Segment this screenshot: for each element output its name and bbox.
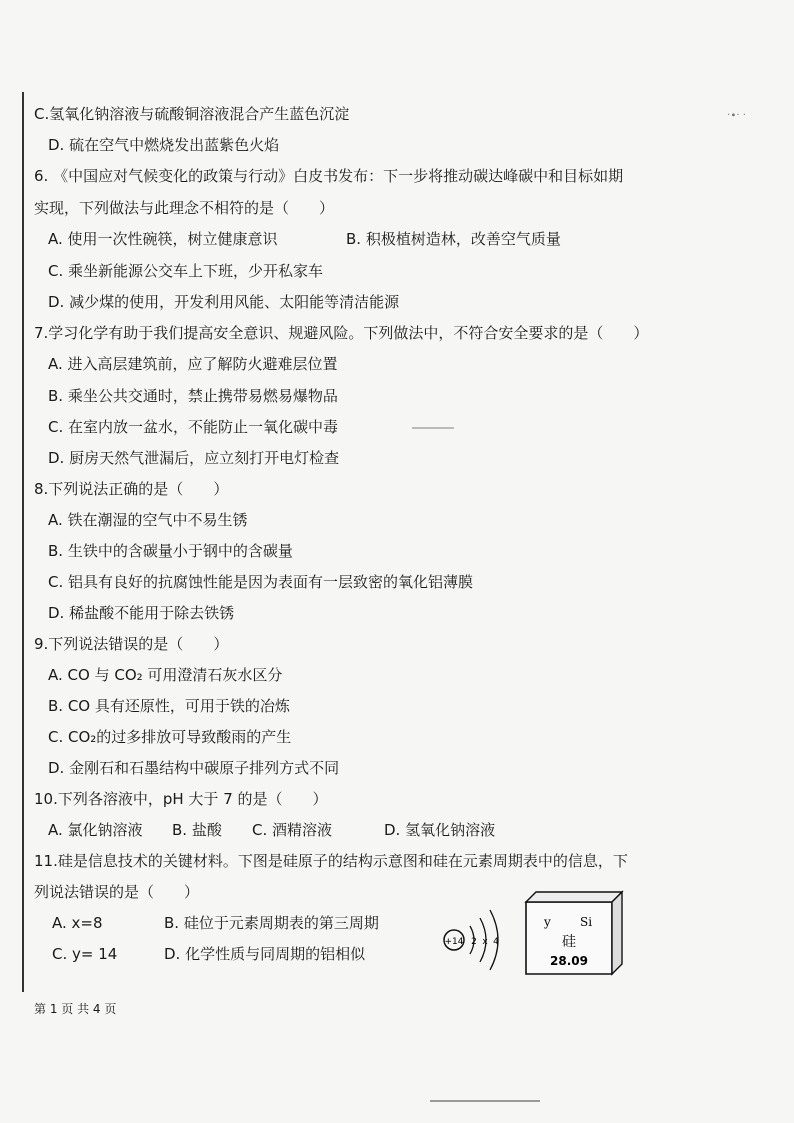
q6-stem-2: 实现，下列做法与此理念不相符的是（ ） <box>34 199 335 217</box>
q6-option-a: A. 使用一次性碗筷，树立健康意识 <box>48 230 278 248</box>
shell-3-count: 4 <box>493 937 499 947</box>
q5-option-c: C.氢氧化钠溶液与硫酸铜溶液混合产生蓝色沉淀 <box>34 105 350 123</box>
q11-option-c: C. y= 14 <box>52 945 118 963</box>
q11-option-d: D. 化学性质与同周期的铝相似 <box>164 945 366 963</box>
q7-option-a: A. 进入高层建筑前，应了解防火避难层位置 <box>48 355 338 373</box>
q9-option-d: D. 金刚石和石墨结构中碳原子排列方式不同 <box>48 759 340 777</box>
q9-option-a: A. CO 与 CO₂ 可用澄清石灰水区分 <box>48 666 283 684</box>
q9-option-b: B. CO 具有还原性，可用于铁的冶炼 <box>48 697 290 715</box>
q8-stem: 8.下列说法正确的是（ ） <box>34 480 229 498</box>
q10-option-c: C. 酒精溶液 <box>252 821 333 839</box>
q6-option-c: C. 乘坐新能源公交车上下班，少开私家车 <box>48 262 324 280</box>
q6-option-d: D. 减少煤的使用，开发利用风能、太阳能等清洁能源 <box>48 293 400 311</box>
cell-side <box>612 892 622 974</box>
atomic-mass: 28.09 <box>550 954 588 968</box>
q7-stem: 7.学习化学有助于我们提高安全意识、规避风险。下列做法中，不符合安全要求的是（ ） <box>34 324 649 342</box>
cell-top <box>526 892 622 902</box>
scan-dash <box>412 427 454 429</box>
q8-option-d: D. 稀盐酸不能用于除去铁锈 <box>48 604 235 622</box>
element-name: 硅 <box>562 934 576 950</box>
q11-stem-2: 列说法错误的是（ ） <box>34 883 200 901</box>
q10-option-a: A. 氯化钠溶液 <box>48 821 143 839</box>
shell-2-count: x <box>482 937 488 947</box>
q7-option-b: B. 乘坐公共交通时，禁止携带易燃易爆物品 <box>48 387 338 405</box>
q10-stem: 10.下列各溶液中，pH 大于 7 的是（ ） <box>34 790 328 808</box>
margin-line <box>22 92 24 992</box>
atomic-number: y <box>544 915 551 929</box>
q11-option-a: A. x=8 <box>52 914 103 932</box>
q11-stem-1: 11.硅是信息技术的关键材料。下图是硅原子的结构示意图和硅在元素周期表中的信息，下 <box>34 852 628 870</box>
q6-stem-1: 6. 《中国应对气候变化的政策与行动》白皮书发布：下一步将推动碳达峰碳中和目标如期 <box>34 167 624 185</box>
scan-noise: ·∙· · <box>727 110 746 121</box>
q8-option-a: A. 铁在潮湿的空气中不易生锈 <box>48 511 248 529</box>
q9-option-c: C. CO₂的过多排放可导致酸雨的产生 <box>48 728 292 746</box>
q5-option-d: D. 硫在空气中燃烧发出蓝紫色火焰 <box>48 136 280 154</box>
q9-stem: 9.下列说法错误的是（ ） <box>34 635 229 653</box>
nucleus-label: +14 <box>444 937 464 947</box>
q7-option-c: C. 在室内放一盆水，不能防止一氧化碳中毒 <box>48 418 339 436</box>
q11-option-b: B. 硅位于元素周期表的第三周期 <box>164 914 379 932</box>
element-symbol: Si <box>580 915 593 929</box>
scan-bottom-line <box>430 1100 540 1102</box>
q8-option-c: C. 铝具有良好的抗腐蚀性能是因为表面有一层致密的氧化铝薄膜 <box>48 573 474 591</box>
q10-option-d: D. 氢氧化钠溶液 <box>384 821 496 839</box>
shell-1-count: 2 <box>471 937 477 947</box>
q7-option-d: D. 厨房天然气泄漏后，应立刻打开电灯检查 <box>48 449 340 467</box>
q10-option-b: B. 盐酸 <box>172 821 222 839</box>
periodic-table-cell <box>522 888 626 978</box>
q6-option-b: B. 积极植树造林，改善空气质量 <box>346 230 561 248</box>
q8-option-b: B. 生铁中的含碳量小于钢中的含碳量 <box>48 542 293 560</box>
page-footer: 第 1 页 共 4 页 <box>34 1002 117 1016</box>
silicon-atom-diagram <box>440 900 512 980</box>
